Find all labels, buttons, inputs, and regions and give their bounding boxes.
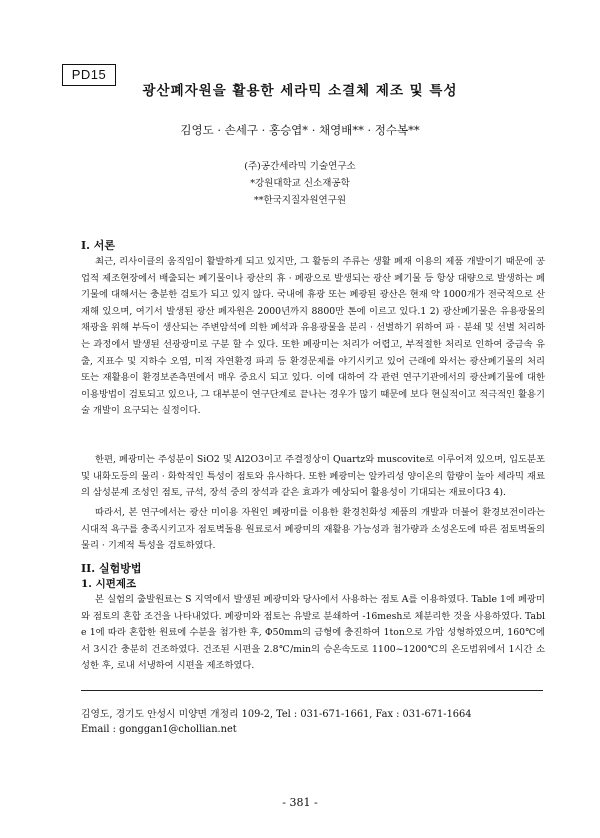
intro-paragraph-3: 따라서, 본 연구에서는 광산 미이용 자원인 폐광미를 이용한 환경친화성 제품의 개발과 더불어 환경보전이라는 시대적 욕구를 충족시키고자 점토벽돌용 원료로서 폐광미의 재활용 가능성과 첨가량과 소성온도에 따른 점토벽돌의 물리 · 기계적 특성을 검토하였다. [81,507,545,552]
page-number: - 381 - [282,796,318,809]
affiliation-2: *강원대학교 신소재공학 [250,178,350,189]
affiliation-3: **한국지질자원연구원 [253,195,347,206]
contact-info: 김영도, 경기도 안성시 미양면 개정리 109-2, Tel : 031-671-1661, Fax : 031-671-1664 [81,709,472,720]
section-heading-intro: I. 서론 [81,239,116,252]
author-list: 김영도 · 손세구 · 홍승엽* · 채영배** · 정수복** [180,123,420,137]
section-heading-method: II. 실험방법 [81,562,142,575]
affiliation-1: (주)공간세라믹 기술연구소 [244,161,356,172]
intro-paragraph-1: 최근, 리사이클의 움직임이 활발하게 되고 있지만, 그 활동의 주류는 생활 폐재 이용의 제품 개발이기 때문에 공업적 제조현장에서 배출되는 폐기물이나 광산의 휴 · 폐광으로 발생되는 광산 폐기물 등 항상 대량으로 발생하는 폐기물에 대해서는 충분한 검토가 되고 있지 않다. 국내에 휴광 또는 폐광된 광산은 현재 약 1000개가 전국적으로 산재해 있으며, 여기서 발생된 광산 폐자원은 2000년까지 8800만 톤에 이르고 있다.1 2) 광산폐기물은 유용광물의 채광을 위해 부득이 생산되는 주변암석에 의한 폐석과 유용광물을 분리 · 선별하기 위하여 파 · 분쇄 및 선별 처리하는 과정에서 발생된 선광광미로 구분 할 수 있다. 또한 폐광미는 처리가 어렵고, 부적절한 처리로 인하여 중금속 유출, 지표수 및 지하수 오염, 미적 자연환경 파괴 등 환경문제를 야기시키고 있어 근래에 와서는 광산폐기물의 처리 또는 재활용이 환경보존측면에서 매우 중요시 되고 있다. 이에 대하여 각 관련 연구기관에서의 광산폐기물에 대한 이용방법이 검토되고 있으나, 그 대부분이 연구단계로 끝나는 경우가 많기 때문에 보다 현실적이고 적극적인 활용기술 개발이 요구되는 실정이다. [81,256,545,417]
subsection-heading-specimen: 1. 시편제조 [81,578,137,590]
method-paragraph: 본 실험의 출발원료는 S 지역에서 발생된 폐광미와 당사에서 사용하는 점토 A를 이용하였다. Table 1에 폐광미와 점토의 혼합 조건을 나타내었다. 폐광미와 점토는 유발로 분쇄하여 -16mesh로 체분리한 것을 사용하였다. Table 1에 따라 혼합한 원료에 수분을 첨가한 후, Φ50mm의 금형에 충진하여 1ton으로 가압 성형하였으며, 160℃에서 3시간 충분히 건조하였다. 건조된 시편을 2.8℃/min의 승온속도로 1100~1200℃의 온도범위에서 1시간 소성한 후, 로내 서냉하여 시편을 제조하였다. [81,594,545,672]
paper-code-badge: PD15 [62,64,116,86]
intro-paragraph-2: 한편, 폐광미는 주성분이 SiO2 및 Al2O3이고 주결정상이 Quartz와 muscovite로 이루어져 있으며, 입도분포 및 내화도등의 물리 · 화학적인 특성이 점토와 유사하다. 또한 폐광미는 알카리성 양이온의 함량이 높아 세라믹 재료의 삼성분계 조성인 점토, 규석, 장석 중의 장석과 같은 효과가 예상되어 활용성이 기대되는 재료이다3 4). [81,454,545,499]
paper-title: 광산폐자원을 활용한 세라믹 소결체 제조 및 특성 [142,83,458,99]
footnote-divider [81,690,543,691]
email-info: Email : gonggan1@chollian.net [81,724,237,735]
